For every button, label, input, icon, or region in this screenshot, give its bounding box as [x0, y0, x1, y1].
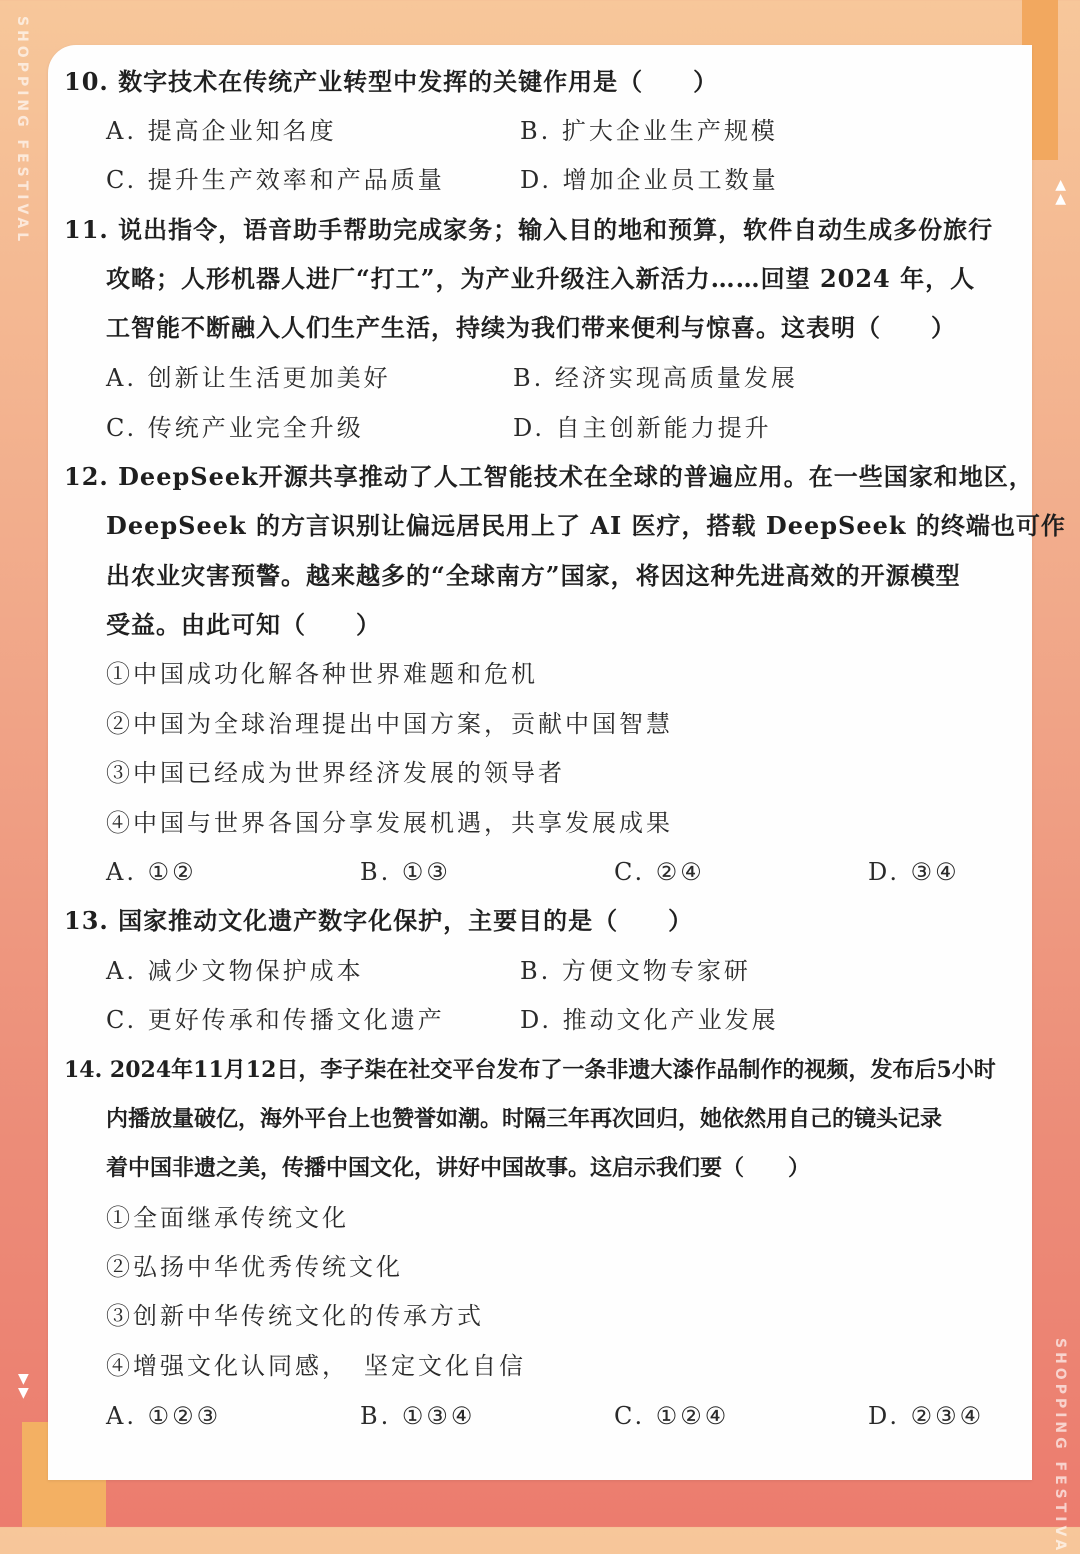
q14-stem-line-2: 内播放量破亿，海外平台上也赞誉如潮。时隔三年再次回归，她依然用自己的镜头记录: [106, 1106, 943, 1132]
q14-stem-line-1: 14. 2024年11月12日，李子柒在社交平台发布了一条非遗大漆作品制作的视频，发布后5小时: [64, 1057, 996, 1083]
q10-option-a[interactable]: A. 提高企业知名度: [106, 117, 337, 145]
q12-statement-4: ④中国与世界各国分享发展机遇，共享发展成果: [106, 809, 673, 837]
q12-stem-line-1: 12. DeepSeek开源共享推动了人工智能技术在全球的普遍应用。在一些国家和地区，: [64, 462, 1034, 491]
q12-statement-3: ③中国已经成为世界经济发展的领导者: [106, 759, 565, 787]
q13-option-d[interactable]: D. 推动文化产业发展: [520, 1006, 779, 1034]
q14-statement-1: ①全面继承传统文化: [106, 1204, 349, 1232]
q10-option-b[interactable]: B. 扩大企业生产规模: [520, 117, 778, 145]
q11-stem-line-3: 工智能不断融入人们生产生活，持续为我们带来便利与惊喜。这表明（ ）: [106, 313, 956, 342]
q14-statement-2: ②弘扬中华优秀传统文化: [106, 1253, 403, 1281]
q14-statement-4: ④增强文化认同感， 坚定文化自信: [106, 1352, 526, 1380]
q10-option-d[interactable]: D. 增加企业员工数量: [520, 166, 779, 194]
q12-stem-line-3: 出农业灾害预警。越来越多的“全球南方”国家，将因这种先进高效的开源模型: [106, 561, 961, 590]
q11-option-c[interactable]: C. 传统产业完全升级: [106, 414, 364, 442]
q14-stem-line-3: 着中国非遗之美，传播中国文化，讲好中国故事。这启示我们要（ ）: [106, 1155, 811, 1181]
q12-option-c[interactable]: C. ②④: [614, 858, 705, 886]
q14-option-c[interactable]: C. ①②④: [614, 1402, 730, 1430]
q11-option-d[interactable]: D. 自主创新能力提升: [513, 414, 772, 442]
q12-option-d[interactable]: D. ③④: [868, 858, 960, 886]
side-label-right: SHOPPING FESTIVA: [1052, 1338, 1068, 1554]
q11-option-b[interactable]: B. 经济实现高质量发展: [513, 364, 798, 392]
q13-stem: 13. 国家推动文化遗产数字化保护，主要目的是（ ）: [64, 906, 694, 935]
double-arrow-down-icon: ▼ ▼: [18, 1371, 29, 1401]
q13-option-c[interactable]: C. 更好传承和传播文化遗产: [106, 1006, 445, 1034]
q12-stem-line-2: DeepSeek 的方言识别让偏远居民用上了 AI 医疗，搭载 DeepSeek 的终端也可作: [106, 511, 1066, 540]
q14-option-b[interactable]: B. ①③④: [360, 1402, 476, 1430]
q13-option-b[interactable]: B. 方便文物专家研: [520, 957, 751, 985]
q10-stem: 10. 数字技术在传统产业转型中发挥的关键作用是（ ）: [64, 67, 719, 96]
decor-orange-block-bottom: [22, 1480, 106, 1527]
q12-option-a[interactable]: A. ①②: [106, 858, 197, 886]
q12-stem-line-4: 受益。由此可知（ ）: [106, 610, 381, 639]
q14-option-d[interactable]: D. ②③④: [868, 1402, 985, 1430]
side-label-left: SHOPPING FESTIVAL: [14, 16, 30, 246]
double-arrow-up-icon: ▲ ▲: [1055, 177, 1066, 207]
q10-option-c[interactable]: C. 提升生产效率和产品质量: [106, 166, 445, 194]
q13-option-a[interactable]: A. 减少文物保护成本: [106, 957, 364, 985]
q14-option-a[interactable]: A. ①②③: [106, 1402, 222, 1430]
q11-stem-line-1: 11. 说出指令，语音助手帮助完成家务；输入目的地和预算，软件自动生成多份旅行: [64, 215, 994, 244]
q14-statement-3: ③创新中华传统文化的传承方式: [106, 1302, 484, 1330]
q12-option-b[interactable]: B. ①③: [360, 858, 451, 886]
q11-option-a[interactable]: A. 创新让生活更加美好: [106, 364, 391, 392]
q12-statement-2: ②中国为全球治理提出中国方案，贡献中国智慧: [106, 710, 673, 738]
q12-statement-1: ①中国成功化解各种世界难题和危机: [106, 660, 538, 688]
q11-stem-line-2: 攻略；人形机器人进厂“打工”，为产业升级注入新活力……回望 2024 年，人: [106, 264, 976, 293]
